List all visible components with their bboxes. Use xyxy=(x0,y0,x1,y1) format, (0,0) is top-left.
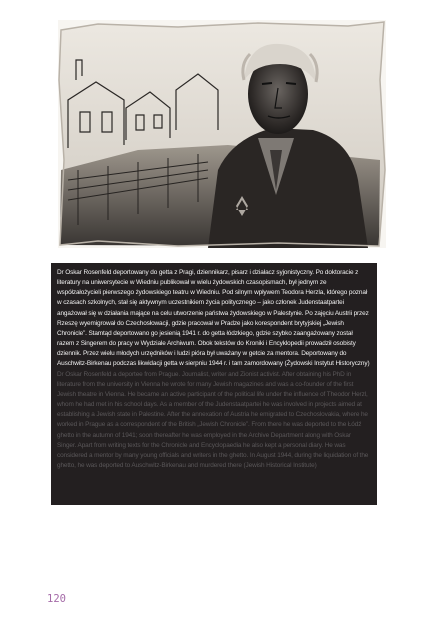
caption-polish: Dr Oskar Rosenfeld deportowany do getta z Pragi, dziennikarz, pisarz i działacz syjonistyczny. Po doktoracie z literatury na uniwersytecie w Wiedniu publikował w wielu żydowskich czasopismach, był jednym ze współzałożycieli pierwszego żydowskiego teatru w Wiedniu. Pod silnym wpływem Teodora Herzla, którego poznał w czasach szkolnych, stał się aktywnym uczestnikiem życia politycznego – jako członek Judenstaatpartei angażował się w działania mające na celu utworzenie państwa żydowskiego w Palestynie. Po zajęciu Austrii przez Rzeszę wyemigrował do Czechosłowacji, gdzie pracował w Pradze jako korespondent brytyjskiej „Jewish Chronicle”. Stamtąd deportowano go jesienią 1941 r. do getta łódzkiego, gdzie szybko zaangażowany został razem z Singerem do pracy w Wydziale Archiwum. Obok tekstów do Kroniki i Encyklopedii prowadził osobisty dziennik. Przez wielu młodych urzędników i ludzi pióra był uważany w getcie za mentora. Deportowany do Auschwitz-Birkenau podczas likwidacji getta w sierpniu 1944 r. i tam zamordowany (Żydowski Instytut Historyczny) xyxy=(57,269,370,368)
caption-english: Dr Oskar Rosenfeld a deportee from Prague. Journalist, writer and Zionist activist. After obtaining his PhD in literature from the university in Vienna he wrote for many Jewish magazines and was a co-founder of the first Jewish theatre in Vienna. He became an active participant of the political life under the influence of Theodor Herzl, whom he had met in his school days. As a member of the Judenstaatpartei he was involved in projects aimed at establishing a Jewish state in Palestine. After the annexation of Austria he emigrated to Czechoslovakia, where he worked in Prague as a correspondent of the British „Jewish Chronicle”. From there he was deported to the Łódź ghetto in the autumn of 1941; soon thereafter he was employed in the Archive Department along with Oskar Singer. Apart from writing texts for the Chronicle and Encyclopaedia he also kept a personal diary. He was considered a mentor by many young officials and writers in the ghetto. In August 1944, during the liquidation of the ghetto, he was deported to Auschwitz-Birkenau and murdered there (Jewish Historical Institute) xyxy=(57,370,369,469)
photo-caption xyxy=(51,263,377,505)
portrait-photo xyxy=(58,20,386,248)
page-number: 120 xyxy=(47,593,66,605)
